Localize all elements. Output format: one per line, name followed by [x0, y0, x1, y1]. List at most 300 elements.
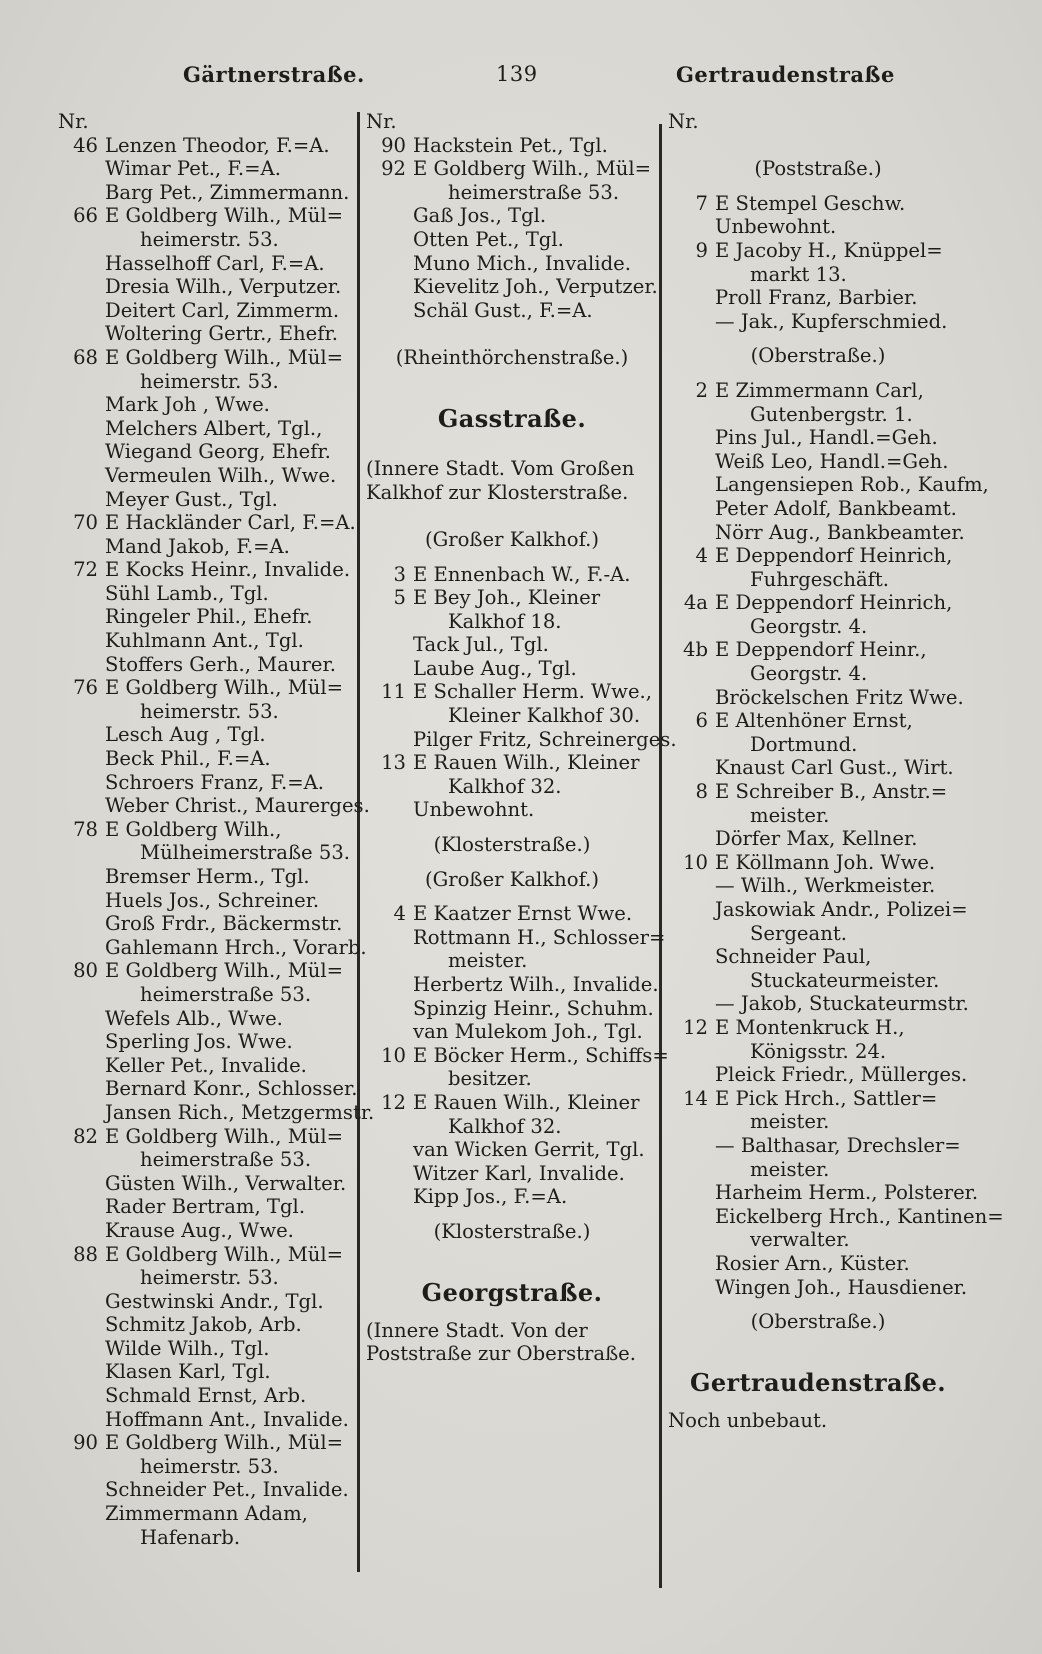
entry-text: meister. [448, 949, 528, 973]
street-description: (Innere Stadt. Vom Großen [366, 457, 635, 481]
entry-line [366, 134, 658, 158]
entry-continuation [366, 704, 658, 728]
resident-entry: — Balthasar, Drechsler= [715, 1133, 961, 1157]
resident-entry: Bröckelschen Fritz Wwe. [715, 685, 964, 709]
house-number: 4a [683, 591, 708, 615]
entry-line [58, 818, 358, 842]
entry-line [58, 511, 358, 535]
street-description: Noch unbebaut. [668, 1408, 828, 1432]
resident-entry: E Deppendorf Heinr., [715, 638, 927, 662]
house-number: 11 [381, 680, 406, 704]
spacer [366, 891, 658, 902]
resident-entry: E Goldberg Wilh., Mül= [105, 204, 344, 228]
resident-entry: Muno Mich., Invalide. [413, 251, 631, 275]
house-number: 14 [683, 1086, 708, 1110]
entry-line [58, 181, 358, 205]
resident-entry: Meyer Gust., Tgl. [105, 487, 278, 511]
entry-line [58, 794, 370, 818]
entry-line [366, 1138, 658, 1162]
resident-entry: Mark Joh , Wwe. [105, 393, 270, 417]
house-number: 76 [73, 676, 98, 700]
resident-entry: Zimmermann Adam, [105, 1502, 308, 1526]
resident-entry: Schmald Ernst, Arb. [105, 1384, 307, 1408]
column-header-nr: Nr. [366, 110, 397, 133]
resident-entry: E Goldberg Wilh., Mül= [413, 157, 652, 181]
resident-entry: E Böcker Herm., Schiffs= [413, 1043, 669, 1067]
resident-entry: E Deppendorf Heinrich, [715, 544, 953, 568]
entry-line [668, 239, 968, 263]
spacer [668, 134, 968, 158]
house-number: 78 [73, 817, 98, 841]
resident-entry: E Goldberg Wilh., Mül= [105, 1431, 344, 1455]
entry-line [668, 379, 968, 403]
resident-entry: Weiß Leo, Handl.=Geh. [715, 449, 949, 473]
resident-entry: Huels Jos., Schreiner. [105, 888, 320, 912]
entry-line [668, 638, 968, 662]
entry-continuation [366, 949, 658, 973]
resident-entry: Pilger Fritz, Schreinerges. [413, 727, 677, 751]
entry-line [366, 586, 658, 610]
entry-line [668, 874, 968, 898]
entry-line [58, 1408, 358, 1432]
entry-line [668, 426, 968, 450]
resident-entry: Rader Bertram, Tgl. [105, 1195, 306, 1219]
entry-continuation [58, 1148, 358, 1172]
entry-continuation [58, 370, 358, 394]
resident-entry: Langensiepen Rob., Kaufm, [715, 473, 989, 497]
resident-entry: Wefels Alb., Wwe. [105, 1006, 283, 1030]
entry-line [668, 310, 968, 334]
entry-line [366, 1020, 658, 1044]
street-title: Gertraudenstraße. [689, 1367, 947, 1397]
entry-line [668, 1134, 968, 1158]
house-number: 70 [73, 511, 98, 535]
resident-entry: Unbewohnt. [413, 798, 535, 822]
entry-line [668, 780, 968, 804]
entry-text: Georgstr. 4. [750, 614, 868, 638]
entry-line [668, 521, 968, 545]
entry-line [58, 747, 358, 771]
resident-entry: Wimar Pet., F.=A. [105, 157, 281, 181]
street-subheading: (Oberstraße.) [750, 344, 886, 368]
street-description: Kalkhof zur Klosterstraße. [366, 480, 629, 504]
house-number: 66 [73, 204, 98, 228]
resident-entry: E Hackländer Carl, F.=A. [105, 511, 356, 535]
entry-line [668, 1181, 979, 1205]
entry-continuation [668, 922, 968, 946]
entry-text: heimerstr. 53. [140, 1454, 279, 1478]
resident-entry: Wilde Wilh., Tgl. [105, 1336, 270, 1360]
entry-text: Kleiner Kalkhof 30. [448, 704, 641, 728]
resident-entry: Krause Aug., Wwe. [105, 1218, 294, 1242]
entry-line [366, 925, 666, 950]
entry-line [668, 1276, 968, 1300]
entry-line [668, 286, 968, 310]
entry-continuation [668, 804, 968, 828]
resident-entry: Vermeulen Wilh., Wwe. [105, 463, 337, 487]
resident-entry: Jansen Rich., Metzgermstr. [105, 1100, 375, 1124]
resident-entry: Unbewohnt. [715, 215, 837, 239]
entry-line [366, 973, 658, 997]
resident-entry: Hoffmann Ant., Invalide. [105, 1407, 349, 1431]
spacer [366, 322, 658, 346]
entry-line [668, 1252, 968, 1276]
resident-entry: Beck Phil., F.=A. [105, 747, 271, 771]
entry-continuation [668, 1040, 968, 1064]
resident-entry: E Goldberg Wilh., Mül= [105, 959, 344, 983]
entry-text: meister. [750, 1110, 830, 1134]
house-number: 82 [73, 1124, 98, 1148]
resident-entry: Sperling Jos. Wwe. [105, 1030, 293, 1054]
entry-continuation [58, 1526, 358, 1550]
resident-entry: Weber Christ., Maurerges. [105, 794, 370, 818]
spacer [668, 1398, 968, 1409]
resident-entry: Schäl Gust., F.=A. [413, 298, 593, 322]
entry-line [58, 322, 358, 346]
resident-entry: Witzer Karl, Invalide. [413, 1161, 625, 1185]
entry-line [58, 865, 358, 889]
entry-line [668, 1016, 968, 1040]
entry-text: Königsstr. 24. [750, 1039, 887, 1063]
resident-entry: Güsten Wilh., Verwalter. [105, 1171, 347, 1195]
resident-entry: Gestwinski Andr., Tgl. [105, 1289, 324, 1313]
entry-line [668, 992, 968, 1016]
house-number: 72 [73, 558, 98, 582]
house-number: 88 [73, 1242, 98, 1266]
column-rule-right [659, 124, 662, 1588]
resident-entry: Knaust Carl Gust., Wirt. [715, 756, 954, 780]
entry-line [58, 393, 358, 417]
resident-entry: — Jak., Kupferschmied. [715, 309, 948, 333]
resident-entry: Rottmann H., Schlosser= [413, 925, 666, 949]
house-number: 10 [683, 850, 708, 874]
house-number: 90 [381, 133, 406, 157]
house-number: 12 [683, 1015, 708, 1039]
entry-text: heimerstr. 53. [140, 227, 279, 251]
house-number: 3 [393, 562, 406, 586]
spacer [366, 1308, 658, 1319]
resident-entry: E Zimmermann Carl, [715, 378, 924, 402]
entry-line [668, 473, 989, 497]
entry-continuation [58, 228, 358, 252]
entry-line [58, 1100, 375, 1125]
entry-line [58, 582, 358, 606]
entry-continuation [58, 700, 358, 724]
resident-entry: E Ennenbach W., F.-A. [413, 562, 631, 586]
resident-entry: Kievelitz Joh., Verputzer. [413, 275, 658, 299]
entry-line [58, 535, 358, 559]
entry-line [58, 1077, 358, 1101]
entry-line [58, 723, 358, 747]
entry-line [668, 827, 968, 851]
resident-entry: Deitert Carl, Zimmerm. [105, 298, 340, 322]
house-number: 13 [381, 751, 406, 775]
entry-line [58, 1030, 358, 1054]
street-title: Gasstraße. [437, 403, 587, 433]
resident-entry: Kuhlmann Ant., Tgl. [105, 629, 304, 653]
resident-entry: E Jacoby H., Knüppel= [715, 238, 943, 262]
entry-line [366, 1185, 658, 1209]
entry-line [668, 851, 968, 875]
entry-line [58, 204, 358, 228]
entry-line [366, 204, 658, 228]
entry-line [366, 275, 658, 299]
resident-entry: Laube Aug., Tgl. [413, 656, 577, 680]
entry-line [58, 252, 358, 276]
entry-text: heimerstraße 53. [140, 1148, 312, 1172]
house-number: 5 [393, 586, 406, 610]
entry-line [58, 157, 358, 181]
street-subheading: (Großer Kalkhof.) [424, 527, 600, 551]
entry-line [58, 558, 358, 582]
entry-line [366, 228, 658, 252]
page-number: 139 [496, 62, 538, 86]
entry-line [668, 497, 968, 521]
entry-line [58, 134, 358, 158]
column-2 [366, 110, 677, 1366]
resident-entry: Mand Jakob, F.=A. [105, 534, 290, 558]
entry-line [58, 1384, 358, 1408]
entry-line [668, 1063, 968, 1087]
resident-entry: E Goldberg Wilh., Mül= [105, 345, 344, 369]
resident-entry: E Montenkruck H., [715, 1015, 905, 1039]
spacer [668, 1334, 968, 1368]
spacer [366, 822, 658, 833]
entry-line [58, 275, 358, 299]
running-header-left: Gärtnerstraße. [183, 62, 365, 87]
spacer [366, 1209, 658, 1220]
entry-line [366, 252, 658, 276]
resident-entry: Klasen Karl, Tgl. [105, 1360, 271, 1384]
entry-line [58, 464, 358, 488]
entry-continuation [668, 1110, 968, 1134]
house-number: 90 [73, 1431, 98, 1455]
house-number: 8 [695, 780, 708, 804]
house-number: 4 [393, 902, 406, 926]
entry-continuation [366, 1115, 658, 1139]
resident-entry: Groß Frdr., Bäckermstr. [105, 912, 343, 936]
resident-entry: E Goldberg Wilh., Mül= [105, 676, 344, 700]
entry-continuation [668, 733, 968, 757]
resident-entry: Gahlemann Hrch., Vorarb. [105, 935, 367, 959]
entry-text: Stuckateurmeister. [750, 968, 940, 992]
entry-text: markt 13. [750, 262, 847, 286]
street-subheading: (Poststraße.) [754, 157, 882, 181]
resident-entry: E Pick Hrch., Sattler= [715, 1086, 938, 1110]
street-subheading: (Klosterstraße.) [433, 1219, 591, 1243]
entry-text: verwalter. [750, 1228, 850, 1252]
street-subheading: (Großer Kalkhof.) [424, 867, 600, 891]
resident-entry: E Rauen Wilh., Kleiner [413, 1090, 640, 1114]
spacer [668, 333, 968, 344]
entry-line [58, 1360, 358, 1384]
resident-entry: Hasselhoff Carl, F.=A. [105, 251, 325, 275]
resident-entry: E Schreiber B., Anstr.= [715, 780, 948, 804]
entry-text: Kalkhof 32. [448, 1114, 562, 1138]
entry-line [58, 1172, 358, 1196]
spacer [366, 552, 658, 563]
entry-line [668, 898, 968, 922]
spacer [668, 181, 968, 192]
entry-text: Dortmund. [750, 732, 858, 756]
entry-text: Georgstr. 4. [750, 662, 868, 686]
resident-entry: Ringeler Phil., Ehefr. [105, 605, 313, 629]
entry-continuation [58, 1455, 358, 1479]
resident-entry: — Jakob, Stuckateurmstr. [715, 992, 969, 1016]
resident-entry: Eickelberg Hrch., Kantinen= [715, 1204, 1004, 1228]
entry-line [366, 157, 658, 181]
entry-line [668, 450, 968, 474]
spacer [366, 434, 658, 458]
entry-line [668, 709, 968, 733]
street-subheading: (Rheinthörchenstraße.) [395, 345, 629, 369]
entry-line [58, 1219, 358, 1243]
house-number: 80 [73, 959, 98, 983]
column-1 [58, 110, 375, 1549]
entry-text: besitzer. [448, 1067, 532, 1091]
resident-entry: Bremser Herm., Tgl. [105, 865, 310, 888]
entry-line [58, 1337, 358, 1361]
resident-entry: E Goldberg Wilh., [105, 817, 282, 841]
resident-entry: Kipp Jos., F.=A. [413, 1185, 568, 1209]
resident-entry: E Goldberg Wilh., Mül= [105, 1124, 344, 1148]
entry-continuation [366, 775, 658, 799]
house-number: 46 [73, 133, 98, 157]
resident-entry: Bernard Konr., Schlosser. [105, 1077, 358, 1101]
entry-continuation [668, 1158, 968, 1182]
resident-entry: Otten Pet., Tgl. [413, 227, 564, 251]
resident-entry: E Deppendorf Heinrich, [715, 591, 953, 615]
resident-entry: Stoffers Gerh., Maurer. [105, 652, 336, 676]
entry-continuation [668, 615, 968, 639]
entry-line [366, 563, 658, 587]
entry-line [366, 751, 658, 775]
street-description: Poststraße zur Oberstraße. [366, 1342, 636, 1366]
house-number: 10 [381, 1043, 406, 1067]
street-subheading: (Oberstraße.) [750, 1310, 886, 1334]
entry-line [58, 1502, 358, 1526]
house-number: 68 [73, 345, 98, 369]
resident-entry: Pins Jul., Handl.=Geh. [715, 426, 938, 450]
entry-line [668, 756, 968, 780]
entry-line [668, 945, 968, 969]
house-number: 4 [695, 544, 708, 568]
resident-entry: Herbertz Wilh., Invalide. [413, 973, 659, 996]
resident-entry: Peter Adolf, Bankbeamt. [715, 496, 957, 520]
house-number: 7 [695, 191, 708, 215]
resident-entry: Jaskowiak Andr., Polizei= [715, 898, 968, 921]
entry-line [58, 1007, 358, 1031]
entry-text: Mülheimerstraße 53. [140, 841, 351, 865]
entry-line [58, 605, 358, 629]
entry-line [58, 912, 358, 936]
entry-continuation [668, 568, 968, 592]
resident-entry: Proll Franz, Barbier. [715, 286, 918, 310]
resident-entry: Lenzen Theodor, F.=A. [105, 133, 330, 157]
entry-continuation [668, 263, 968, 287]
spacer [668, 368, 968, 379]
column-header-nr: Nr. [58, 110, 89, 133]
entry-text: Gutenbergstr. 1. [750, 402, 913, 426]
entry-line [58, 1243, 358, 1267]
entry-line [58, 935, 367, 960]
spacer [366, 1244, 658, 1278]
resident-entry: Tack Jul., Tgl. [413, 633, 549, 657]
resident-entry: Woltering Gertr., Ehefr. [105, 322, 338, 346]
entry-line [58, 959, 358, 983]
resident-entry: Schroers Franz, F.=A. [105, 770, 325, 794]
entry-continuation [58, 1266, 358, 1290]
entry-line [58, 771, 358, 795]
entry-line [58, 417, 358, 441]
entry-continuation [366, 610, 658, 634]
entry-text: heimerstr. 53. [140, 699, 279, 723]
resident-entry: Nörr Aug., Bankbeamter. [715, 520, 965, 544]
entry-continuation [366, 1067, 658, 1091]
resident-entry: E Goldberg Wilh., Mül= [105, 1242, 344, 1266]
entry-text: heimerstr. 53. [140, 1266, 279, 1290]
resident-entry: Schneider Pet., Invalide. [105, 1478, 349, 1502]
entry-text: Kalkhof 18. [448, 609, 562, 633]
resident-entry: van Mulekom Joh., Tgl. [413, 1020, 643, 1044]
resident-entry: Gaß Jos., Tgl. [413, 204, 547, 228]
entry-text: meister. [750, 803, 830, 827]
entry-line [58, 889, 358, 913]
spacer [366, 504, 658, 528]
entry-continuation [668, 662, 968, 686]
entry-continuation [58, 983, 358, 1007]
resident-entry: van Wicken Gerrit, Tgl. [413, 1138, 645, 1162]
resident-entry: E Stempel Geschw. [715, 191, 906, 215]
resident-entry: Barg Pet., Zimmermann. [105, 180, 350, 204]
resident-entry: Melchers Albert, Tgl., [105, 416, 323, 440]
resident-entry: E Altenhöner Ernst, [715, 709, 913, 733]
resident-entry: E Rauen Wilh., Kleiner [413, 751, 640, 775]
resident-entry: E Bey Joh., Kleiner [413, 586, 601, 610]
entry-line [366, 633, 658, 657]
house-number: 9 [695, 238, 708, 262]
resident-entry: Keller Pet., Invalide. [105, 1053, 307, 1077]
entry-text: heimerstraße 53. [140, 982, 312, 1006]
house-number: 92 [381, 157, 406, 181]
entry-line [58, 1478, 358, 1502]
entry-line [58, 440, 358, 464]
entry-line [58, 1431, 358, 1455]
resident-entry: Spinzig Heinr., Schuhm. [413, 996, 654, 1020]
entry-line [668, 215, 968, 239]
house-number: 12 [381, 1090, 406, 1114]
entry-line [58, 488, 358, 512]
entry-continuation [668, 1228, 968, 1252]
resident-entry: — Wilh., Werkmeister. [715, 874, 936, 898]
entry-line [668, 192, 968, 216]
entry-continuation [668, 969, 968, 993]
entry-line [58, 299, 358, 323]
street-title: Georgstraße. [421, 1277, 603, 1307]
resident-entry: Dörfer Max, Kellner. [715, 827, 918, 851]
resident-entry: Sühl Lamb., Tgl. [105, 581, 269, 605]
spacer [668, 1299, 968, 1310]
entry-line [668, 686, 968, 710]
resident-entry: Pleick Friedr., Müllerges. [715, 1063, 968, 1087]
running-header-right: Gertraudenstraße [676, 62, 895, 87]
entry-line [668, 591, 968, 615]
entry-line [668, 1087, 968, 1111]
entry-continuation [668, 403, 968, 427]
entry-line [58, 1313, 358, 1337]
spacer [366, 857, 658, 868]
entry-line [58, 629, 358, 653]
